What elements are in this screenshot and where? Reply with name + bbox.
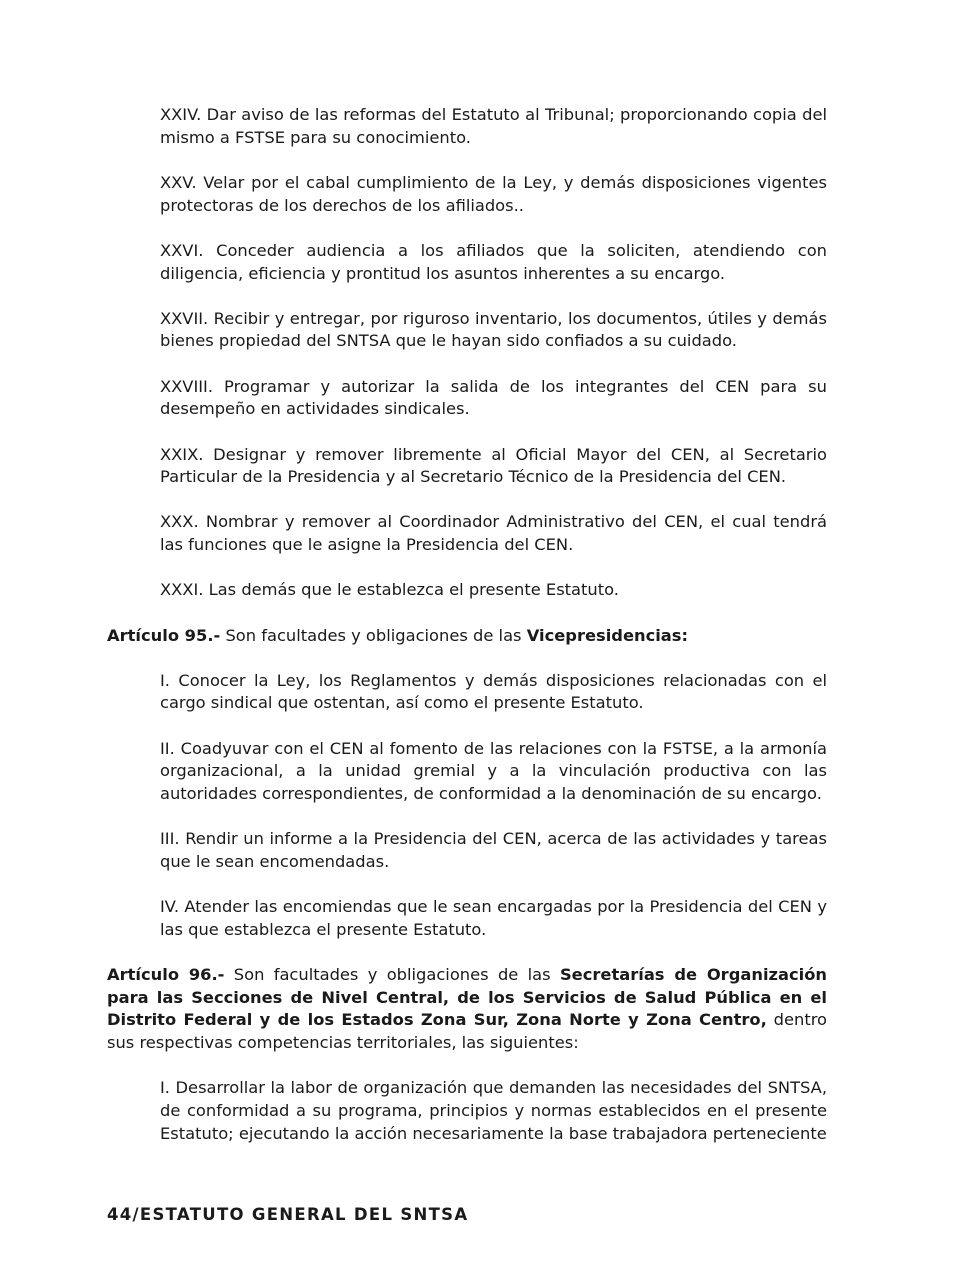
fraction-iii: III. Rendir un informe a la Presidencia del CEN, acerca de las actividades y tareas que le sean encomendadas. — [160, 829, 827, 871]
article-96-text: Son facultades y obligaciones de las — [224, 965, 560, 985]
fraction-96-i: I. Desarrollar la labor de organización que demanden las necesidades del SNTSA, de conformidad a su programa, principios y normas establecidos en el presente Estatuto; ejecutando la acción necesariamente la base trabajadora perteneciente — [160, 1078, 827, 1143]
page-footer: 44/ESTATUTO GENERAL DEL SNTSA — [107, 1205, 469, 1224]
fraction-xxvii: XXVII. Recibir y entregar, por riguroso inventario, los documentos, útiles y demás bienes propiedad del SNTSA que le hayan sido confiados a su cuidado. — [160, 308, 827, 351]
page-body — [107, 104, 827, 1168]
fraction-xxiv: XXIV. Dar aviso de las reformas del Estatuto al Tribunal; proporcionando copia del mismo a FSTSE para su conocimiento. — [160, 105, 827, 147]
fraction-xxx: XXX. Nombrar y remover al Coordinador Administrativo del CEN, el cual tendrá las funciones que le asigne la Presidencia del CEN. — [160, 512, 827, 555]
article-95-text: Son facultades y obligaciones de las — [220, 625, 527, 645]
fraction-ii: II. Coadyuvar con el CEN al fomento de las relaciones con la FSTSE, a la armonía organizacional, a la unidad gremial y a la vinculación productiva con las autoridades correspondientes, de conformidad a la denominación de su encargo. — [160, 738, 827, 804]
fraction-xxv: XXV. Velar por el cabal cumplimiento de la Ley, y demás disposiciones vigentes protectoras de los derechos de los afiliados.. — [160, 172, 827, 215]
article-96 — [107, 964, 827, 1055]
fraction-i: I. Conocer la Ley, los Reglamentos y demás disposiciones relacionadas con el cargo sindical que ostentan, así como el presente Estatuto. — [160, 670, 827, 713]
fraction-xxviii: XXVIII. Programar y autorizar la salida de los integrantes del CEN para su desempeño en actividades sindicales. — [160, 376, 827, 419]
fraction-iv: IV. Atender las encomiendas que le sean encargadas por la Presidencia del CEN y las que establezca el presente Estatuto. — [160, 897, 827, 939]
fraction-xxxi: XXXI. Las demás que le establezca el presente Estatuto. — [160, 580, 619, 600]
article-96-tail: dentro sus respectivas competencias territoriales, las siguientes: — [107, 1010, 827, 1053]
fraction-xxvi: XXVI. Conceder audiencia a los afiliados que la soliciten, atendiendo con diligencia, eficiencia y prontitud los asuntos inherentes a su encargo. — [160, 240, 827, 283]
article-96-label: Artículo 96.- — [107, 965, 225, 985]
article-96-bold: Secretarías de Organización para las Secciones de Nivel Central, de los Servicios de Salud Pública en el Distrito Federal y de los Estados Zona Sur, Zona Norte y Zona Centro, — [107, 965, 827, 1030]
article-95 — [107, 625, 827, 648]
fraction-xxix: XXIX. Designar y remover libremente al Oficial Mayor del CEN, al Secretario Particular de la Presidencia y al Secretario Técnico de la Presidencia del CEN. — [160, 444, 827, 487]
article-95-label: Artículo 95.- — [107, 625, 221, 645]
article-95-bold: Vicepresidencias: — [526, 625, 688, 645]
